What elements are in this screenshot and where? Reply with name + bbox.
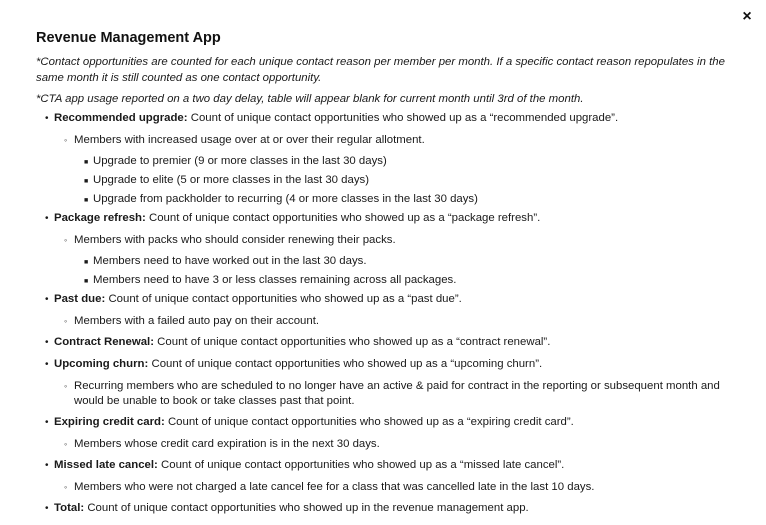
list-item-level-2 xyxy=(36,133,741,148)
definitions-list xyxy=(36,111,741,523)
definition-text: Count of unique contact opportunities who showed up in the revenue management app. xyxy=(84,502,529,514)
bullet-icon: • xyxy=(45,417,49,428)
list-item-level-2 xyxy=(36,233,741,248)
definition-text: Members who were not charged a late cancel fee for a class that was cancelled late in the last 10 days. xyxy=(74,481,595,493)
list-item-level-1 xyxy=(36,357,741,372)
bullet-icon: ■ xyxy=(84,178,89,185)
bullet-icon: ■ xyxy=(84,197,89,204)
bullet-icon: ■ xyxy=(84,259,89,266)
definition-term: Total: xyxy=(54,502,85,514)
close-icon[interactable]: × xyxy=(742,8,752,25)
bullet-icon: • xyxy=(45,213,49,224)
definition-text: Count of unique contact opportunities who showed up as a “recommended upgrade”. xyxy=(187,112,619,124)
definition-text: Members whose credit card expiration is in the next 30 days. xyxy=(74,438,380,450)
definition-term: Recommended upgrade: xyxy=(54,112,188,124)
bullet-icon: ◦ xyxy=(64,316,68,326)
list-item-level-2 xyxy=(36,379,741,409)
definition-text: Recurring members who are scheduled to no longer have an active & paid for contract in the reporting or subsequent month and would be unable to book or take classes past that point. xyxy=(74,380,720,407)
definition-term: Expiring credit card: xyxy=(54,416,165,428)
list-item-level-3 xyxy=(36,273,741,288)
bullet-icon: • xyxy=(45,460,49,471)
list-item-level-1 xyxy=(36,211,741,226)
bullet-icon: • xyxy=(45,294,49,305)
definition-term: Missed late cancel: xyxy=(54,459,158,471)
definition-text: Members with increased usage over at or over their regular allotment. xyxy=(74,134,425,146)
list-item-level-2 xyxy=(36,314,741,329)
list-item-level-1 xyxy=(36,501,741,516)
bullet-icon: ◦ xyxy=(64,482,68,492)
definition-text: Members need to have worked out in the last 30 days. xyxy=(93,255,367,267)
bullet-icon: • xyxy=(45,113,49,124)
list-item-level-3 xyxy=(36,173,741,188)
list-item-level-1 xyxy=(36,111,741,126)
definition-term: Upcoming churn: xyxy=(54,358,149,370)
list-item-level-3 xyxy=(36,192,741,207)
modal-title: Revenue Management App xyxy=(36,30,221,46)
list-item-level-3 xyxy=(36,154,741,169)
definition-text: Count of unique contact opportunities who showed up as a “upcoming churn”. xyxy=(148,358,543,370)
definition-text: Members need to have 3 or less classes remaining across all packages. xyxy=(93,274,457,286)
definition-text: Count of unique contact opportunities who showed up as a “expiring credit card”. xyxy=(164,416,574,428)
bullet-icon: • xyxy=(45,503,49,514)
definition-text: Count of unique contact opportunities who showed up as a “package refresh”. xyxy=(145,212,541,224)
list-item-level-3 xyxy=(36,254,741,269)
bullet-icon: ■ xyxy=(84,159,89,166)
bullet-icon: • xyxy=(45,337,49,348)
note-cta-usage: *CTA app usage reported on a two day delay, table will appear blank for current month until 3rd of the month. xyxy=(36,93,584,105)
notes xyxy=(36,55,741,114)
definition-text: Upgrade to elite (5 or more classes in the last 30 days) xyxy=(93,174,370,186)
definition-term: Contract Renewal: xyxy=(54,336,155,348)
definition-text: Count of unique contact opportunities who showed up as a “past due”. xyxy=(105,293,462,305)
bullet-icon: ◦ xyxy=(64,439,68,449)
list-item-level-2 xyxy=(36,480,741,495)
list-item-level-1 xyxy=(36,415,741,430)
list-item-level-1 xyxy=(36,458,741,473)
bullet-icon: • xyxy=(45,359,49,370)
definition-text: Members with packs who should consider renewing their packs. xyxy=(74,234,396,246)
bullet-icon: ◦ xyxy=(64,381,68,391)
list-item-level-2 xyxy=(36,437,741,452)
note-contact-opportunities: *Contact opportunities are counted for each unique contact reason per member per month. If a specific contact reason repopulates in the same month it is still counted as one contact opportunity. xyxy=(36,56,725,84)
definition-text: Members with a failed auto pay on their account. xyxy=(74,315,320,327)
list-item-level-1 xyxy=(36,292,741,307)
definition-text: Upgrade from packholder to recurring (4 or more classes in the last 30 days) xyxy=(93,193,478,205)
definition-term: Past due: xyxy=(54,293,106,305)
bullet-icon: ■ xyxy=(84,278,89,285)
definition-text: Count of unique contact opportunities who showed up as a “contract renewal”. xyxy=(154,336,551,348)
definition-text: Upgrade to premier (9 or more classes in the last 30 days) xyxy=(93,155,387,167)
bullet-icon: ◦ xyxy=(64,135,68,145)
definition-term: Package refresh: xyxy=(54,212,146,224)
definition-text: Count of unique contact opportunities who showed up as a “missed late cancel”. xyxy=(157,459,565,471)
bullet-icon: ◦ xyxy=(64,235,68,245)
list-item-level-1 xyxy=(36,335,741,350)
